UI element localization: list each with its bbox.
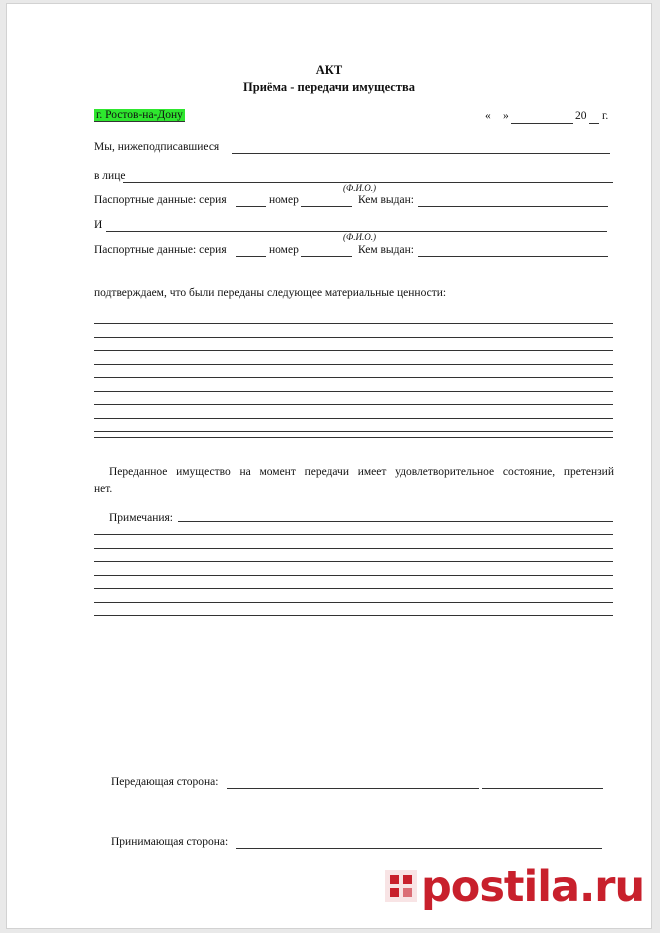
items-line[interactable] — [94, 418, 613, 419]
transferring-party-name-field[interactable] — [227, 788, 479, 789]
notes-line[interactable] — [94, 548, 613, 549]
passport-issued-label-2: Кем выдан: — [358, 244, 414, 256]
passport-issued-field[interactable] — [418, 206, 608, 207]
confirm-text: подтверждаем, что были переданы следующее материальные ценности: — [94, 287, 447, 299]
items-line[interactable] — [94, 377, 613, 378]
items-line[interactable] — [94, 337, 613, 338]
items-line[interactable] — [94, 404, 613, 405]
passport-issued-label: Кем выдан: — [358, 194, 414, 206]
date-year-suffix: г. — [602, 110, 609, 122]
passport-number-label-2: номер — [269, 244, 299, 256]
notes-line[interactable] — [94, 615, 613, 616]
undersigned-field[interactable] — [232, 153, 610, 154]
notes-field[interactable] — [178, 521, 613, 522]
postila-logo-icon — [385, 870, 417, 902]
notes-line[interactable] — [94, 602, 613, 603]
in-person-label: в лице — [94, 170, 126, 182]
city-highlight: г. Ростов-на-Дону — [96, 109, 183, 121]
date-close-quote: » — [503, 110, 509, 122]
passport-number-field-2[interactable] — [301, 256, 352, 257]
passport-series-field[interactable] — [236, 206, 266, 207]
condition-text-line-2: нет. — [94, 483, 113, 495]
items-line[interactable] — [94, 350, 613, 351]
receiving-party-label: Принимающая сторона: — [111, 836, 229, 848]
transferring-party-label: Передающая сторона: — [111, 776, 219, 788]
passport-series-field-2[interactable] — [236, 256, 266, 257]
document-title: АКТ — [315, 63, 343, 77]
passport-number-label: номер — [269, 194, 299, 206]
items-line[interactable] — [94, 437, 613, 438]
fio-hint-2: (Ф.И.О.) — [343, 232, 376, 242]
document-subtitle: Приёма - передачи имущества — [243, 80, 415, 94]
date-month-field[interactable] — [511, 123, 573, 124]
notes-label: Примечания: — [109, 512, 173, 524]
passport-issued-field-2[interactable] — [418, 256, 608, 257]
items-line[interactable] — [94, 431, 613, 432]
items-line[interactable] — [94, 323, 613, 324]
date-year-prefix: 20 — [575, 110, 587, 122]
document-page — [6, 3, 652, 929]
notes-line[interactable] — [94, 561, 613, 562]
notes-line[interactable] — [94, 575, 613, 576]
fio-hint: (Ф.И.О.) — [343, 183, 376, 193]
notes-line[interactable] — [94, 588, 613, 589]
passport-number-field[interactable] — [301, 206, 352, 207]
condition-text-line-1: Переданное имущество на момент передачи имеет удовлетворительное состояние, претензий — [109, 466, 614, 478]
transferring-party-signature-field[interactable] — [482, 788, 603, 789]
passport-label: Паспортные данные: серия — [94, 194, 227, 206]
items-line[interactable] — [94, 391, 613, 392]
date-year-field[interactable] — [589, 123, 599, 124]
notes-line[interactable] — [94, 534, 613, 535]
items-line[interactable] — [94, 364, 613, 365]
passport-label-2: Паспортные данные: серия — [94, 244, 227, 256]
date-open-quote: « — [485, 110, 491, 122]
receiving-party-field[interactable] — [236, 848, 602, 849]
we-undersigned-label: Мы, нижеподписавшиеся — [94, 141, 220, 153]
watermark-text: postila.ru — [421, 862, 645, 912]
and-label: И — [94, 219, 103, 231]
